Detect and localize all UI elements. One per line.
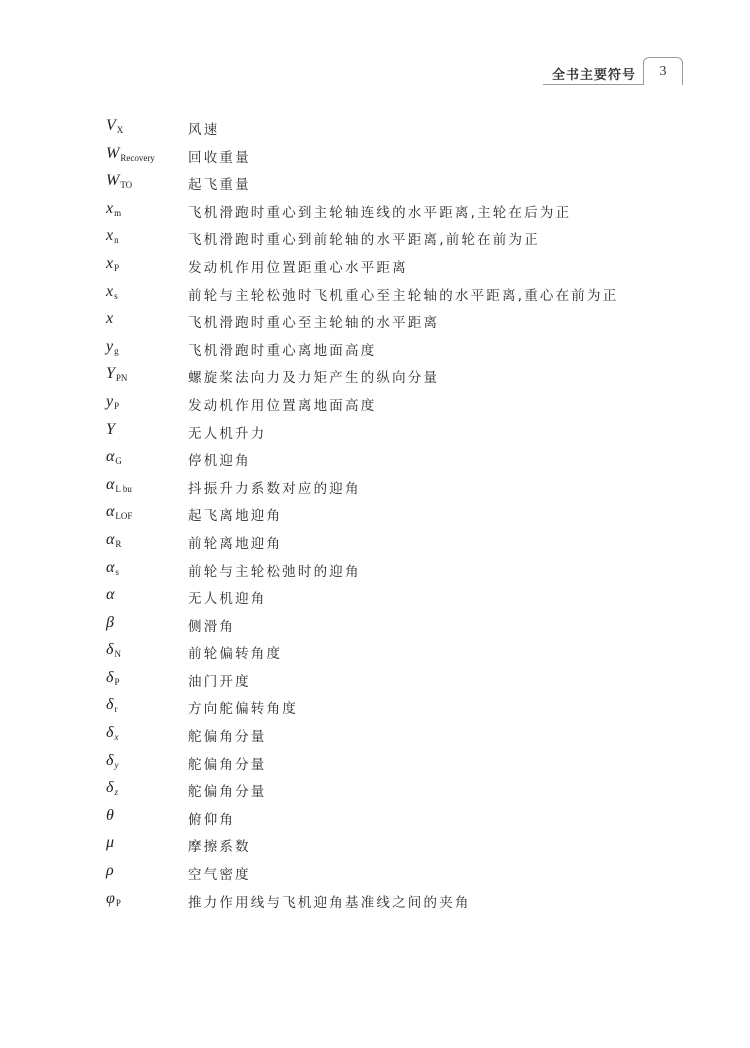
page-number: 3 [659, 64, 667, 79]
symbol-row [106, 419, 666, 447]
symbol [106, 614, 114, 632]
symbol-row [106, 391, 666, 419]
symbol-subscript: P [114, 262, 120, 273]
symbol-subscript: N [114, 649, 121, 660]
symbol-row [106, 281, 666, 309]
symbol-base: ρ [106, 862, 114, 880]
symbol-subscript: n [114, 235, 119, 246]
symbol [106, 862, 114, 880]
symbol-row [106, 667, 666, 695]
symbol-list [106, 115, 666, 915]
symbol [106, 890, 121, 908]
symbol-description: 舵偏角分量 [188, 756, 267, 773]
symbol [106, 834, 114, 852]
symbol-row [106, 474, 666, 502]
symbol-row [106, 115, 666, 143]
symbol-row [106, 225, 666, 253]
symbol-base: y [106, 337, 114, 355]
symbol [106, 172, 132, 190]
symbol [106, 724, 118, 742]
symbol-row [106, 308, 666, 336]
symbol-base: α [106, 558, 115, 576]
symbol-description: 俯仰角 [188, 811, 236, 828]
symbol-row [106, 529, 666, 557]
symbol-description: 飞机滑跑时重心至主轮轴的水平距离 [188, 315, 440, 332]
symbol-subscript: y [114, 759, 119, 770]
symbol-row [106, 777, 666, 805]
symbol [106, 255, 119, 273]
symbol [106, 559, 119, 577]
symbol-base: Y [106, 365, 115, 383]
symbol-description: 飞机滑跑时重心到主轮轴连线的水平距离,主轮在后为正 [188, 204, 572, 221]
symbol-description: 前轮与主轮松弛时飞机重心至主轮轴的水平距离,重心在前为正 [188, 287, 619, 304]
symbol-description: 回收重量 [188, 149, 251, 166]
symbol-base: α [106, 503, 115, 521]
symbol-description: 摩擦系数 [188, 839, 251, 856]
symbol-subscript: r [114, 704, 118, 715]
symbol-base: α [106, 586, 115, 604]
symbol [106, 145, 155, 163]
symbol [106, 283, 118, 301]
symbol-base: α [106, 475, 115, 493]
header-rule [543, 84, 643, 85]
symbol-subscript: s [114, 290, 118, 301]
symbol-subscript: g [114, 345, 119, 356]
symbol-base: Y [106, 420, 115, 438]
symbol-subscript: X [116, 125, 124, 135]
symbol-description: 舵偏角分量 [188, 729, 267, 746]
symbol [106, 448, 122, 466]
symbol [106, 227, 119, 245]
symbol-base: y [106, 392, 114, 410]
symbol-description: 前轮偏转角度 [188, 646, 283, 663]
symbol-base: δ [106, 668, 114, 686]
symbol-description: 螺旋桨法向力及力矩产生的纵向分量 [188, 370, 440, 387]
symbol-subscript: P [115, 897, 121, 908]
symbol-base: x [106, 254, 114, 272]
symbol [106, 421, 115, 439]
symbol-base: φ [106, 889, 115, 907]
symbol-base: δ [106, 724, 114, 742]
symbol-description: 舵偏角分量 [188, 784, 267, 801]
symbol-description: 侧滑角 [188, 618, 236, 635]
symbol [106, 641, 121, 659]
symbol-subscript: Recovery [120, 152, 155, 163]
symbol-row [106, 557, 666, 585]
symbol-row [106, 170, 666, 198]
symbol-subscript: s [115, 566, 119, 577]
symbol-row [106, 336, 666, 364]
symbol [106, 586, 114, 604]
symbol-base: δ [106, 751, 114, 769]
symbol-base: δ [106, 779, 114, 797]
symbol [106, 752, 118, 770]
symbol-description: 空气密度 [188, 867, 251, 884]
symbol [106, 696, 117, 714]
symbol-row [106, 805, 666, 833]
running-head-title: 全书主要符号 [552, 68, 637, 83]
symbol-base: α [106, 530, 115, 548]
symbol-row [106, 888, 666, 916]
symbol-row [106, 612, 666, 640]
symbol-row [106, 832, 666, 860]
symbol-description: 前轮离地迎角 [188, 535, 283, 552]
symbol-description: 无人机迎角 [188, 591, 267, 608]
symbol-subscript: P [114, 400, 120, 411]
symbol-row [106, 501, 666, 529]
symbol [106, 476, 132, 494]
symbol-base: x [106, 282, 114, 300]
symbol [106, 338, 119, 356]
symbol-row [106, 198, 666, 226]
symbol-base: x [106, 227, 114, 245]
symbol-row [106, 143, 666, 171]
symbol-base: V [106, 117, 116, 134]
symbol-base: θ [106, 806, 114, 824]
symbol [106, 310, 113, 328]
symbol [106, 393, 119, 411]
symbol-description: 发动机作用位置离地面高度 [188, 397, 377, 414]
symbol-base: μ [106, 834, 115, 852]
symbol-base: x [106, 310, 114, 328]
symbol-description: 方向舵偏转角度 [188, 701, 298, 718]
symbol-description: 前轮与主轮松弛时的迎角 [188, 563, 361, 580]
symbol-subscript: PN [115, 373, 128, 384]
symbol-row [106, 584, 666, 612]
symbol-description: 起飞离地迎角 [188, 508, 283, 525]
symbol-row [106, 639, 666, 667]
symbol-description: 停机迎角 [188, 453, 251, 470]
symbol-base: x [106, 199, 114, 217]
symbol-description: 推力作用线与飞机迎角基准线之间的夹角 [188, 894, 471, 911]
symbol-subscript: P [114, 676, 120, 687]
symbol-subscript: G [115, 456, 122, 467]
symbol-description: 发动机作用位置距重心水平距离 [188, 259, 408, 276]
symbol-subscript: x [114, 732, 119, 743]
symbol-subscript: TO [120, 180, 133, 191]
symbol-subscript: m [114, 207, 122, 218]
symbol-base: β [106, 613, 114, 631]
symbol-row [106, 446, 666, 474]
symbol-description: 抖振升力系数对应的迎角 [188, 480, 361, 497]
symbol [106, 779, 118, 797]
symbol-description: 飞机滑跑时重心离地面高度 [188, 342, 377, 359]
symbol-row [106, 750, 666, 778]
symbol-base: δ [106, 641, 114, 659]
symbol-base: δ [106, 696, 114, 714]
symbol [106, 669, 119, 687]
symbol-row [106, 694, 666, 722]
symbol-description: 风速 [188, 122, 220, 138]
symbol-base: W [106, 144, 120, 162]
page-number-tab [643, 57, 683, 85]
symbol-base: W [106, 172, 120, 190]
symbol-description: 起飞重量 [188, 177, 251, 194]
symbol-base: α [106, 448, 115, 466]
symbol-description: 油门开度 [188, 673, 251, 690]
symbol-row [106, 722, 666, 750]
symbol-row [106, 860, 666, 888]
symbol-description: 飞机滑跑时重心到前轮轴的水平距离,前轮在前为正 [188, 232, 540, 249]
symbol [106, 807, 114, 825]
symbol-description: 无人机升力 [188, 425, 267, 442]
symbol [106, 117, 123, 135]
symbol-subscript: z [114, 787, 118, 798]
symbol-subscript: LOF [115, 511, 133, 522]
symbol-subscript: L bu [115, 483, 132, 494]
symbol-subscript: R [115, 538, 122, 549]
symbol [106, 365, 127, 383]
symbol [106, 200, 121, 218]
page-header [0, 0, 750, 90]
symbol [106, 503, 132, 521]
symbol-row [106, 253, 666, 281]
symbol [106, 531, 121, 549]
symbol-row [106, 363, 666, 391]
